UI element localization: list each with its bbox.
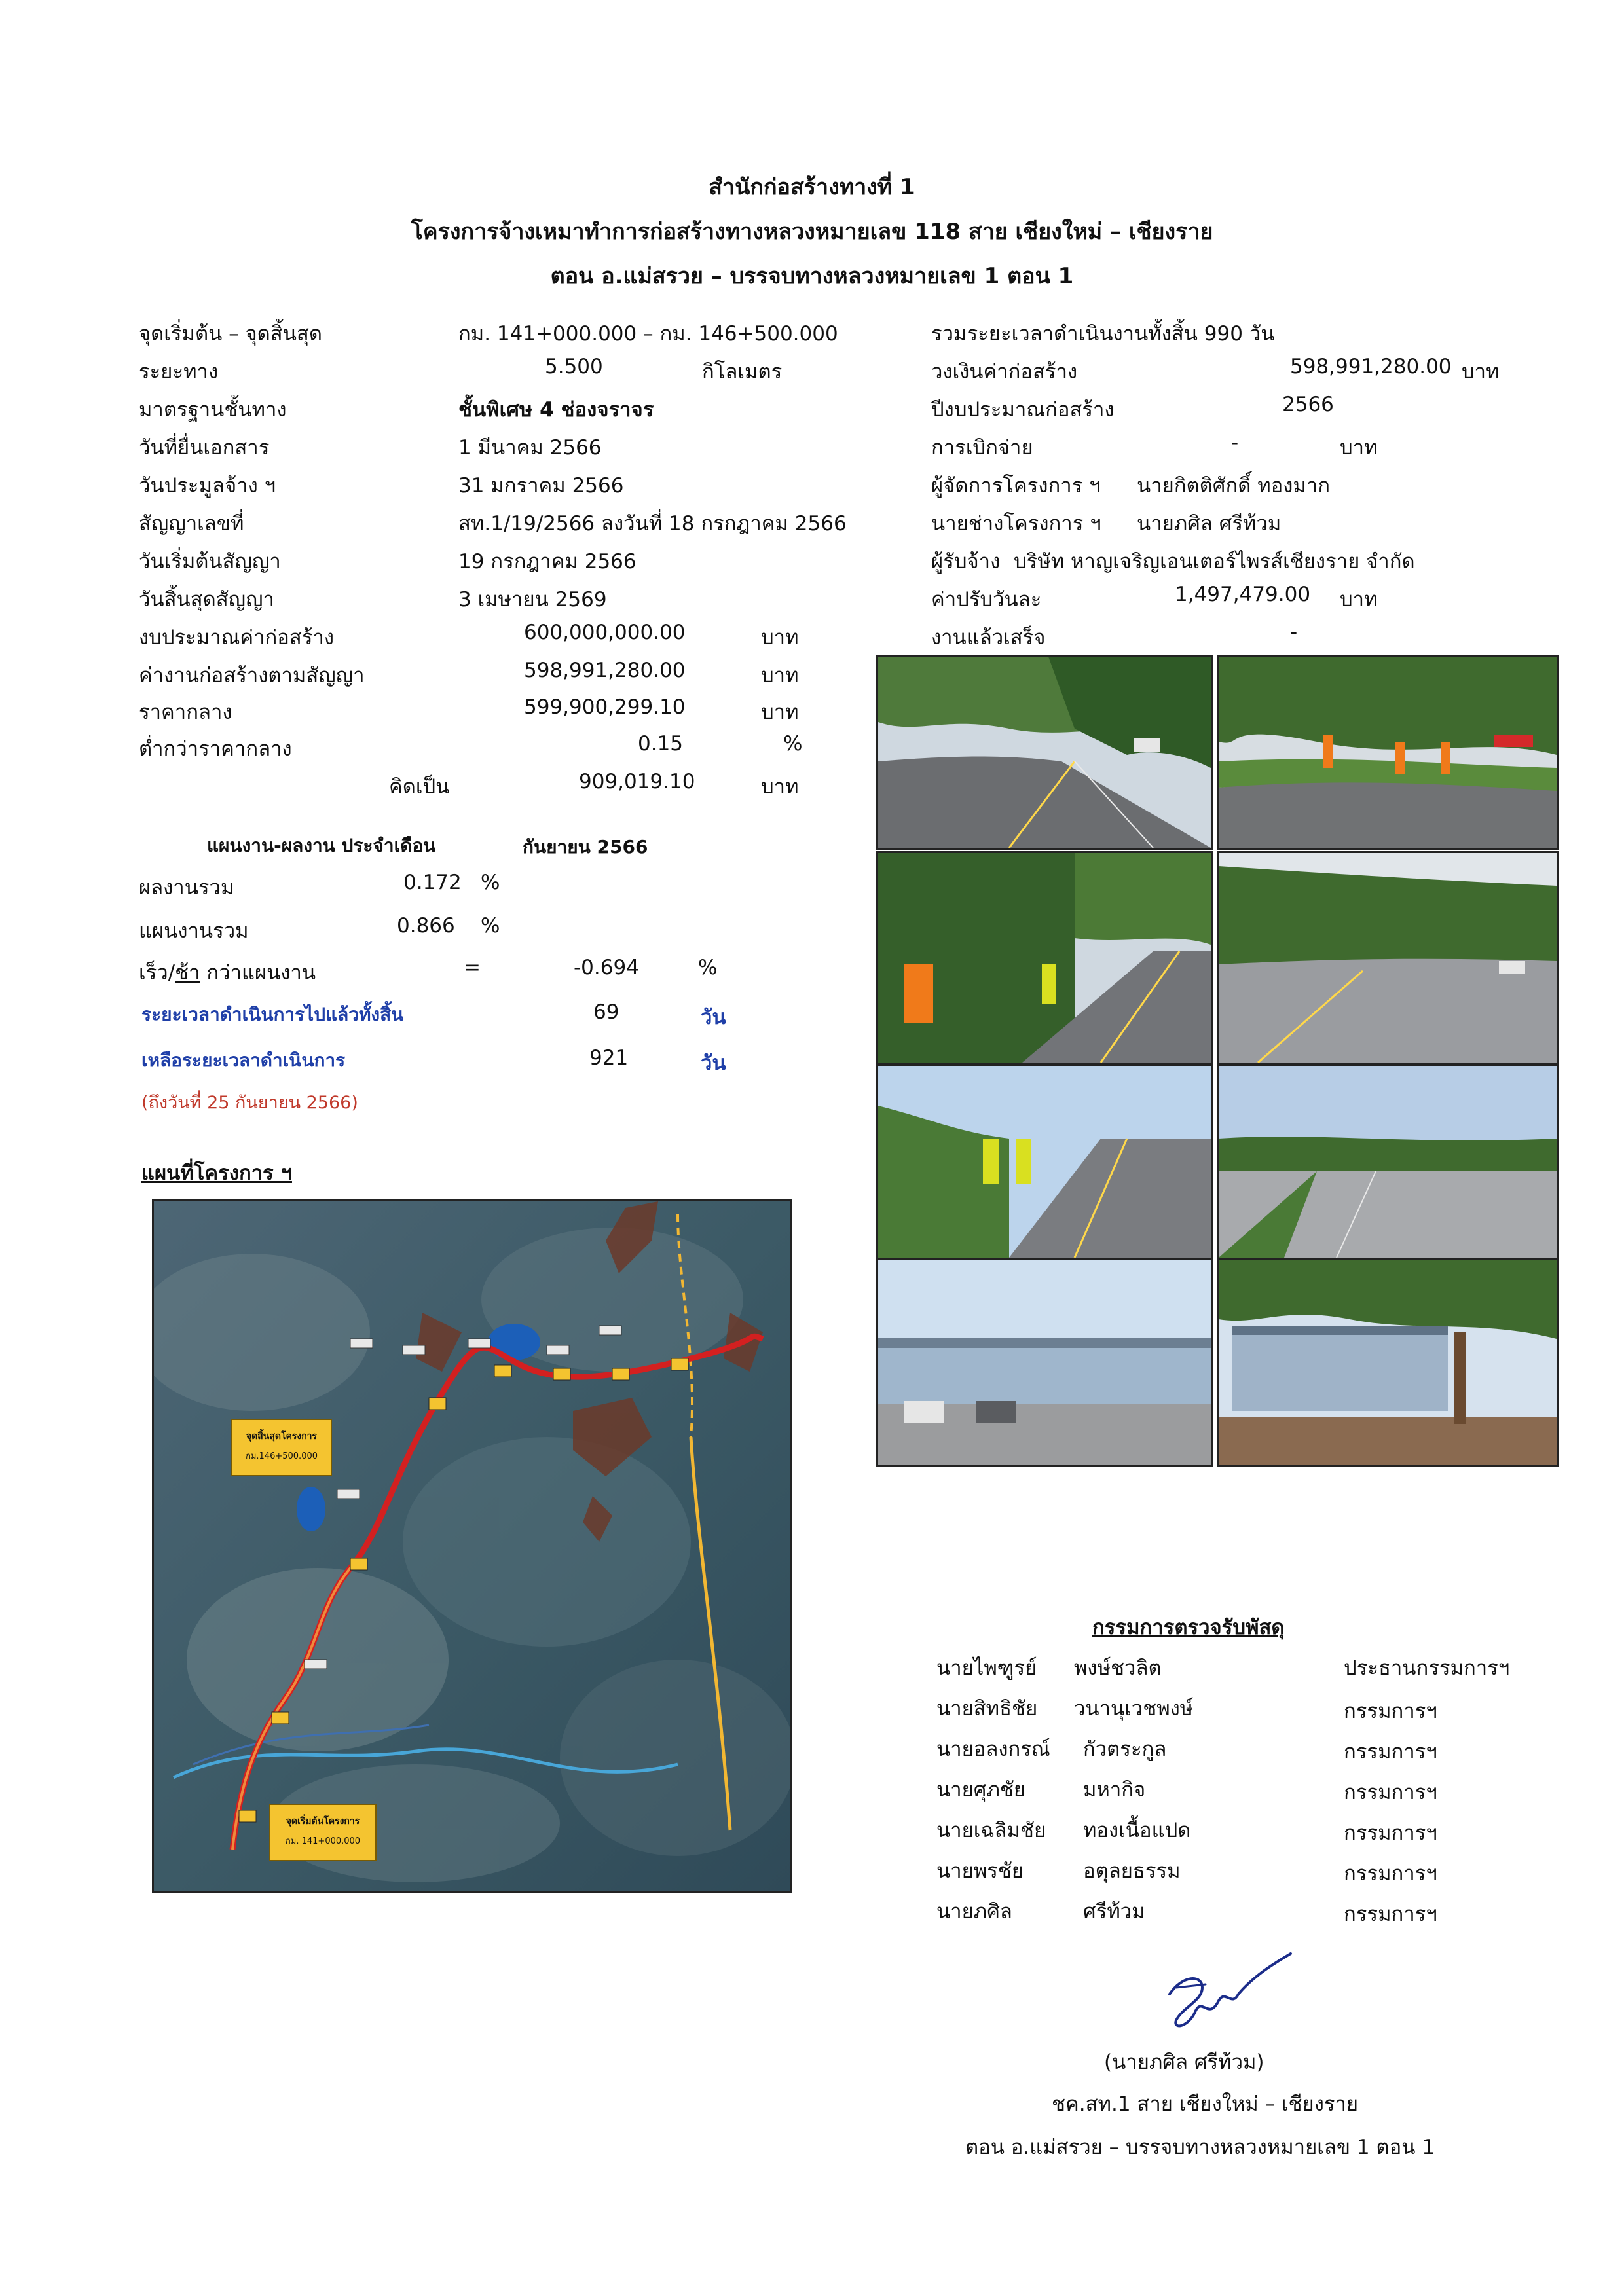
equals-label: คิดเป็น bbox=[389, 775, 450, 799]
equals-unit: บาท bbox=[761, 775, 799, 799]
equals-value: 909,019.10 bbox=[579, 770, 695, 793]
contract-start-value: 19 กรกฎาคม 2566 bbox=[458, 550, 637, 574]
bid-date-label: วันประมูลจ้าง ฯ bbox=[139, 474, 276, 498]
signature-mark bbox=[1156, 1948, 1301, 2047]
submit-date-value: 1 มีนาคม 2566 bbox=[458, 436, 602, 460]
contractor-value: บริษัท หาญเจริญเอนเตอร์ไพรส์เชียงราย จำกัด bbox=[1014, 550, 1415, 574]
contract-no-label: สัญญาเลขที่ bbox=[139, 512, 244, 536]
progress-month: กันยายน 2566 bbox=[523, 836, 648, 858]
faster-label: เร็ว/ bbox=[139, 961, 175, 985]
committee-heading: กรรมการตรวจรับพัสดุ bbox=[1092, 1616, 1285, 1639]
median-price-unit: บาท bbox=[761, 701, 799, 724]
member-role: กรรมการฯ bbox=[1344, 1700, 1437, 1723]
standard-value: ชั้นพิเศษ 4 ช่องจราจร bbox=[458, 398, 654, 422]
remaining-value: 921 bbox=[589, 1046, 629, 1070]
site-photo-2 bbox=[1217, 655, 1559, 850]
site-photo-5 bbox=[876, 1065, 1213, 1260]
member-role: กรรมการฯ bbox=[1344, 1821, 1437, 1845]
contract-cost-value: 598,991,280.00 bbox=[524, 659, 686, 682]
completed-label: งานแล้วเสร็จ bbox=[931, 626, 1046, 649]
daily-fine-unit: บาท bbox=[1340, 588, 1378, 611]
budget-value: 600,000,000.00 bbox=[524, 621, 686, 644]
diff-unit: % bbox=[698, 956, 718, 979]
fiscal-year-label: ปีงบประมาณก่อสร้าง bbox=[931, 398, 1115, 422]
start-end-value: กม. 141+000.000 – กม. 146+500.000 bbox=[458, 322, 838, 346]
planned-value: 0.866 bbox=[397, 914, 455, 938]
signer-section: ตอน อ.แม่สรวย – บรรจบทางหลวงหมายเลข 1 ตอน 1 bbox=[965, 2136, 1435, 2159]
construction-money-label: วงเงินค่าก่อสร้าง bbox=[931, 360, 1078, 384]
roadside-survey-photo-image bbox=[878, 853, 1211, 1063]
start-point-label: จุดเริ่มต้นโครงการ bbox=[286, 1816, 360, 1827]
satellite-map-image bbox=[154, 1201, 790, 1891]
median-price-value: 599,900,299.10 bbox=[524, 695, 686, 719]
below-median-unit: % bbox=[783, 732, 803, 756]
member-role: กรรมการฯ bbox=[1344, 1862, 1437, 1886]
member-last-name: กัวตระกูล bbox=[1083, 1738, 1167, 1761]
budget-label: งบประมาณค่าก่อสร้าง bbox=[139, 626, 335, 649]
office-title: สำนักก่อสร้างทางที่ 1 bbox=[709, 174, 915, 200]
daily-fine-value: 1,497,479.00 bbox=[1175, 583, 1311, 606]
diff-value: -0.694 bbox=[574, 956, 639, 979]
disbursement-label: การเบิกจ่าย bbox=[931, 436, 1033, 460]
road-photo-image bbox=[878, 657, 1211, 848]
road-inspection-photo-image bbox=[878, 1066, 1211, 1258]
member-last-name: มหากิจ bbox=[1083, 1778, 1146, 1802]
diff-equals: = bbox=[464, 956, 481, 979]
budget-unit: บาท bbox=[761, 626, 799, 649]
end-point-label: จุดสิ้นสุดโครงการ bbox=[246, 1431, 318, 1442]
signer-name: (นายภศิล ศรีท้วม) bbox=[1104, 2050, 1264, 2074]
construction-money-value: 598,991,280.00 bbox=[1290, 355, 1452, 378]
construction-money-unit: บาท bbox=[1462, 360, 1500, 384]
member-last-name: ทองเนื้อแปด bbox=[1083, 1819, 1191, 1842]
road-view-photo-image bbox=[1219, 1066, 1557, 1258]
member-first-name: นายเฉลิมชัย bbox=[936, 1819, 1046, 1842]
member-first-name: นายพรชัย bbox=[936, 1859, 1024, 1883]
member-first-name: นายศุภชัย bbox=[936, 1778, 1026, 1802]
end-point-callout bbox=[231, 1419, 332, 1476]
project-map bbox=[152, 1199, 792, 1893]
member-first-name: นายภศิล bbox=[936, 1900, 1012, 1923]
site-photo-7 bbox=[876, 1258, 1213, 1467]
daily-fine-label: ค่าปรับวันละ bbox=[931, 588, 1042, 611]
planned-unit: % bbox=[481, 914, 500, 938]
member-first-name: นายอลงกรณ์ bbox=[936, 1738, 1050, 1761]
bid-date-value: 31 มกราคม 2566 bbox=[458, 474, 624, 498]
elapsed-label: ระยะเวลาดำเนินการไปแล้วทั้งสิ้น bbox=[141, 1004, 404, 1025]
contractor-label: ผู้รับจ้าง bbox=[931, 550, 1001, 574]
completed-value: - bbox=[1290, 621, 1298, 644]
elapsed-value: 69 bbox=[593, 1000, 619, 1024]
progress-heading: แผนงาน-ผลงาน ประจำเดือน bbox=[207, 835, 436, 856]
actual-value: 0.172 bbox=[403, 871, 462, 894]
site-photo-3 bbox=[876, 851, 1213, 1065]
member-role: ประธานกรรมการฯ bbox=[1344, 1656, 1510, 1680]
member-last-name: อตุลยธรรม bbox=[1083, 1859, 1181, 1883]
project-manager-label: ผู้จัดการโครงการ ฯ bbox=[931, 474, 1101, 498]
contract-no-value: สท.1/19/2566 ลงวันที่ 18 กรกฎาคม 2566 bbox=[458, 512, 847, 536]
contract-cost-label: ค่างานก่อสร้างตามสัญญา bbox=[139, 664, 365, 687]
disbursement-unit: บาท bbox=[1340, 436, 1378, 460]
project-manager-value: นายกิตติศักดิ์ ทองมาก bbox=[1137, 474, 1331, 498]
signer-position: ชค.สท.1 สาย เชียงใหม่ – เชียงราย bbox=[1052, 2092, 1359, 2116]
site-photo-1 bbox=[876, 655, 1213, 850]
member-first-name: นายไพฑูรย์ bbox=[936, 1656, 1037, 1680]
section-title: ตอน อ.แม่สรวย – บรรจบทางหลวงหมายเลข 1 ตอน 1 bbox=[550, 263, 1074, 289]
member-first-name: นายสิทธิชัย bbox=[936, 1697, 1038, 1721]
disbursement-value: - bbox=[1231, 431, 1239, 454]
than-plan-label: กว่าแผนงาน bbox=[200, 961, 316, 985]
below-median-value: 0.15 bbox=[638, 732, 684, 756]
distance-value: 5.500 bbox=[545, 355, 603, 378]
median-price-label: ราคากลาง bbox=[139, 701, 232, 724]
planned-label: แผนงานรวม bbox=[139, 919, 249, 943]
site-photo-8 bbox=[1217, 1258, 1559, 1467]
contract-cost-unit: บาท bbox=[761, 664, 799, 687]
as-of-date: (ถึงวันที่ 25 กันยายน 2566) bbox=[141, 1093, 358, 1113]
roadway-photo-image bbox=[1219, 853, 1557, 1063]
elapsed-unit: วัน bbox=[701, 1006, 726, 1029]
project-engineer-label: นายช่างโครงการ ฯ bbox=[931, 512, 1101, 536]
map-heading: แผนที่โครงการ ฯ bbox=[141, 1161, 292, 1185]
site-building-photo-image bbox=[1219, 1260, 1557, 1465]
member-role: กรรมการฯ bbox=[1344, 1903, 1437, 1926]
actual-label: ผลงานรวม bbox=[139, 876, 234, 900]
contract-end-label: วันสิ้นสุดสัญญา bbox=[139, 588, 274, 611]
member-role: กรรมการฯ bbox=[1344, 1740, 1437, 1764]
member-role: กรรมการฯ bbox=[1344, 1781, 1437, 1804]
contract-end-value: 3 เมษายน 2569 bbox=[458, 588, 607, 611]
site-photo-4 bbox=[1217, 851, 1559, 1065]
actual-unit: % bbox=[481, 871, 500, 894]
standard-label: มาตรฐานชั้นทาง bbox=[139, 398, 287, 422]
member-last-name: พงษ์ชวลิต bbox=[1074, 1656, 1162, 1680]
start-point-callout bbox=[269, 1804, 377, 1861]
start-point-km: กม. 141+000.000 bbox=[285, 1836, 361, 1846]
slower-label: ช้า bbox=[175, 961, 200, 985]
submit-date-label: วันที่ยื่นเอกสาร bbox=[139, 436, 270, 460]
fiscal-year-value: 2566 bbox=[1282, 393, 1334, 416]
end-point-km: กม.146+500.000 bbox=[245, 1451, 318, 1461]
distance-label: ระยะทาง bbox=[139, 360, 219, 384]
survey-team-photo-image bbox=[1219, 657, 1557, 848]
remaining-unit: วัน bbox=[701, 1051, 726, 1075]
member-last-name: วนานุเวชพงษ์ bbox=[1074, 1697, 1194, 1721]
below-median-label: ต่ำกว่าราคากลาง bbox=[139, 737, 292, 761]
start-end-label: จุดเริ่มต้น – จุดสิ้นสุด bbox=[139, 322, 322, 346]
total-duration: รวมระยะเวลาดำเนินงานทั้งสิ้น 990 วัน bbox=[931, 322, 1275, 346]
diff-label bbox=[139, 956, 316, 989]
project-engineer-value: นายภศิล ศรีท้วม bbox=[1137, 512, 1282, 536]
distance-unit: กิโลเมตร bbox=[702, 360, 783, 384]
contract-start-label: วันเริ่มต้นสัญญา bbox=[139, 550, 281, 574]
remaining-label: เหลือระยะเวลาดำเนินการ bbox=[141, 1049, 346, 1071]
member-last-name: ศรีท้วม bbox=[1083, 1900, 1145, 1923]
project-title: โครงการจ้างเหมาทำการก่อสร้างทางหลวงหมายเลข 118 สาย เชียงใหม่ – เชียงราย bbox=[411, 219, 1213, 245]
site-office-photo-image bbox=[878, 1260, 1211, 1465]
site-photo-6 bbox=[1217, 1065, 1559, 1260]
handwritten-signature-icon bbox=[1156, 1948, 1301, 2047]
